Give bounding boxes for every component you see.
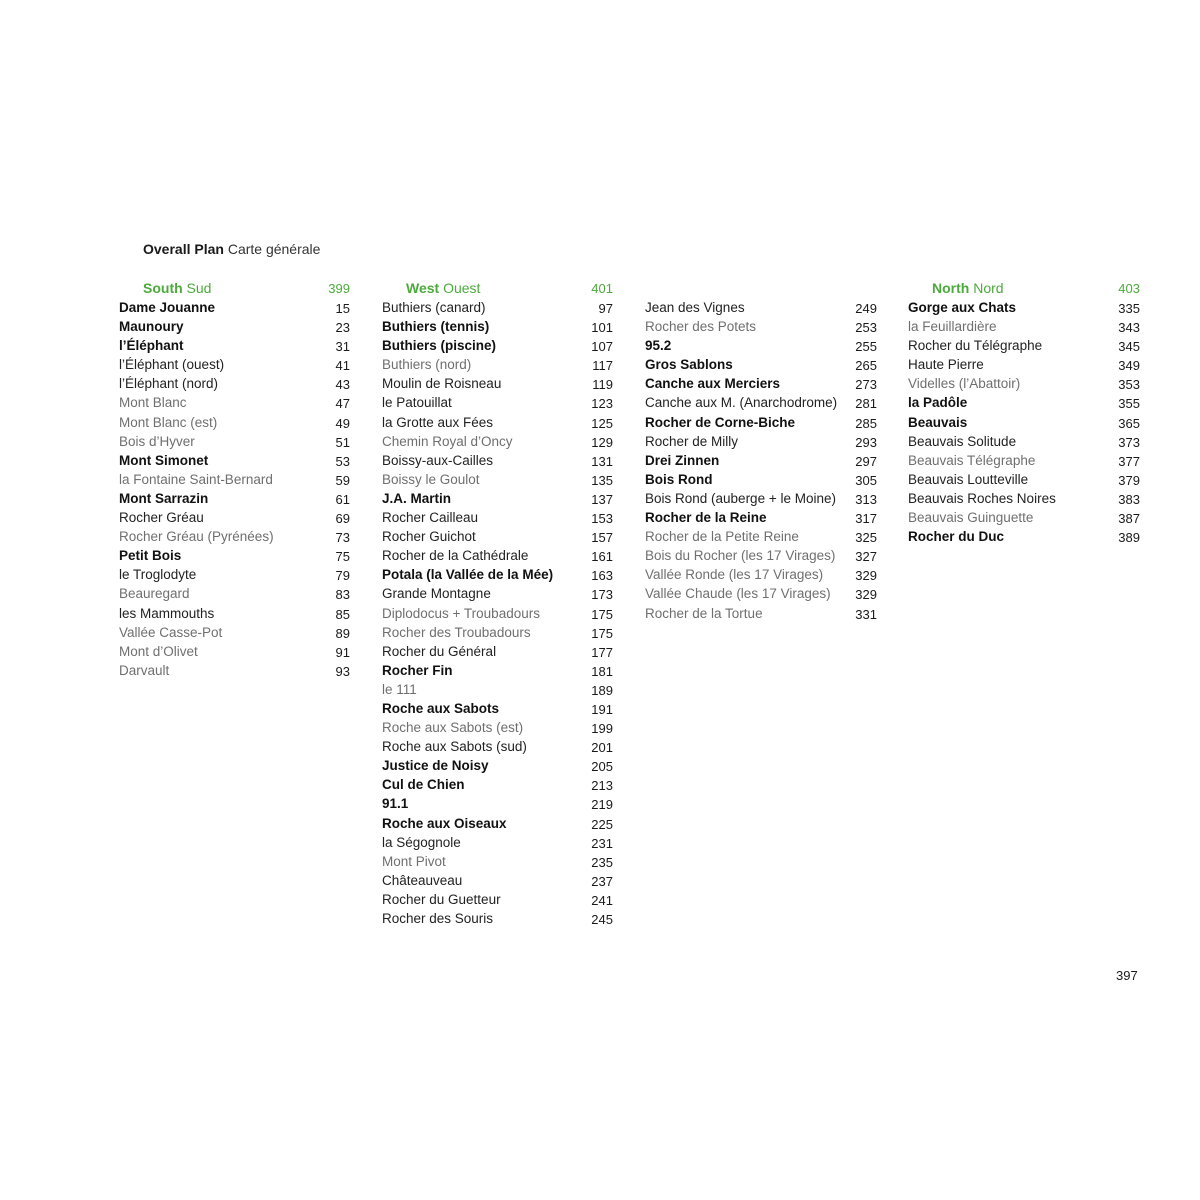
crag-name: Beauvais Télégraphe — [908, 452, 1036, 468]
list-item — [645, 508, 877, 527]
crag-name: la Grotte aux Fées — [382, 414, 494, 430]
list-item — [645, 317, 877, 336]
list-item — [645, 584, 877, 603]
crag-name: Bois du Rocher (les 17 Virages) — [645, 548, 836, 564]
crag-name: Canche aux M. (Anarchodrome) — [645, 395, 838, 411]
list-item — [908, 298, 1140, 317]
list-item — [119, 508, 350, 527]
column-title-english: South — [143, 280, 183, 296]
crag-page-number: 373 — [1118, 434, 1140, 450]
crag-page-number: 335 — [1118, 301, 1140, 316]
crag-page-number: 345 — [1118, 339, 1140, 355]
crag-page-number: 281 — [855, 396, 877, 412]
crag-name: Buthiers (canard) — [382, 300, 486, 315]
list-item — [382, 584, 613, 603]
list-item — [382, 546, 613, 565]
crag-name: Rocher du Télégraphe — [908, 338, 1043, 354]
crag-name: Haute Pierre — [908, 357, 984, 373]
crag-page-number: 23 — [335, 320, 350, 336]
column-header — [645, 278, 877, 298]
list-item — [382, 527, 613, 546]
crag-name: Videlles (l’Abattoir) — [908, 376, 1021, 392]
crag-page-number: 173 — [591, 587, 613, 603]
crag-name: 95.2 — [645, 338, 672, 354]
column-south — [119, 278, 350, 680]
crag-name: Rocher du Guetteur — [382, 891, 501, 907]
crag-name: Potala (la Vallée de la Mée) — [382, 567, 554, 583]
crag-page-number: 83 — [335, 587, 350, 603]
crag-name: l’Éléphant (nord) — [119, 376, 219, 392]
list-item — [908, 413, 1140, 432]
crag-page-number: 157 — [591, 530, 613, 546]
crag-name: Vallée Chaude (les 17 Virages) — [645, 586, 831, 602]
crag-name: Rocher de Milly — [645, 433, 739, 449]
crag-page-number: 349 — [1118, 358, 1140, 374]
list-item — [119, 317, 350, 336]
crag-name: Mont d’Olivet — [119, 643, 198, 659]
crag-page-number: 43 — [335, 377, 350, 393]
crag-name: Rocher de la Tortue — [645, 605, 763, 621]
crag-name: Rocher Fin — [382, 662, 453, 678]
crag-name: Mont Sarrazin — [119, 490, 209, 506]
crag-page-number: 199 — [591, 721, 613, 737]
crag-list — [645, 298, 877, 623]
list-item — [119, 623, 350, 642]
list-item — [908, 489, 1140, 508]
crag-page-number: 123 — [591, 396, 613, 412]
crag-page-number: 231 — [591, 835, 613, 851]
crag-page-number: 117 — [592, 358, 613, 374]
list-item — [119, 374, 350, 393]
list-item — [382, 718, 613, 737]
crag-name: Mont Simonet — [119, 452, 209, 468]
crag-page-number: 225 — [591, 816, 613, 832]
crag-name: Rocher de Corne-Biche — [645, 414, 796, 430]
crag-page-number: 235 — [591, 854, 613, 870]
column-title-english: North — [932, 280, 970, 296]
crag-page-number: 137 — [591, 491, 613, 507]
crag-page-number: 101 — [591, 320, 613, 336]
crag-name: la Feuillardière — [908, 319, 997, 335]
list-item — [645, 546, 877, 565]
crag-page-number: 119 — [592, 377, 613, 393]
crag-name: Vallée Ronde (les 17 Virages) — [645, 567, 824, 583]
column-page-number: 403 — [1118, 281, 1140, 296]
crag-name: Buthiers (piscine) — [382, 338, 497, 354]
crag-page-number: 135 — [591, 472, 613, 488]
list-item — [382, 890, 613, 909]
crag-page-number: 201 — [591, 740, 613, 756]
crag-name: la Ségognole — [382, 834, 461, 850]
column-west — [382, 278, 613, 928]
list-item — [382, 451, 613, 470]
column-title-english: West — [406, 280, 440, 296]
crag-name: Rocher Guichot — [382, 529, 476, 545]
list-item — [908, 470, 1140, 489]
crag-name: 91.1 — [382, 796, 409, 812]
list-item — [382, 604, 613, 623]
list-item — [908, 432, 1140, 451]
crag-list — [908, 298, 1140, 546]
crag-page-number: 161 — [591, 549, 613, 565]
crag-page-number: 175 — [591, 625, 613, 641]
list-item — [119, 546, 350, 565]
crag-page-number: 297 — [855, 453, 877, 469]
list-item — [645, 432, 877, 451]
page-number: 397 — [1116, 968, 1138, 983]
crag-page-number: 355 — [1118, 396, 1140, 412]
crag-name: Rocher des Potets — [645, 319, 757, 335]
list-item — [382, 355, 613, 374]
crag-page-number: 255 — [855, 339, 877, 355]
crag-name: Maunoury — [119, 319, 184, 335]
crag-page-number: 285 — [855, 415, 877, 431]
crag-page-number: 75 — [335, 549, 350, 565]
list-item — [645, 489, 877, 508]
list-item — [382, 699, 613, 718]
crag-page-number: 343 — [1118, 320, 1140, 336]
list-item — [382, 413, 613, 432]
crag-page-number: 331 — [855, 606, 877, 622]
list-item — [645, 413, 877, 432]
crag-name: Beauvais Solitude — [908, 433, 1017, 449]
crag-name: Roche aux Oiseaux — [382, 815, 507, 831]
crag-page-number: 313 — [855, 491, 877, 507]
list-item — [645, 336, 877, 355]
list-item — [119, 661, 350, 680]
crag-name: Vallée Casse-Pot — [119, 624, 223, 640]
column-title — [932, 278, 1004, 298]
column-title-french: Sud — [186, 280, 212, 296]
column-title — [143, 278, 211, 298]
crag-name: Rocher des Troubadours — [382, 624, 531, 640]
crag-name: l’Éléphant (ouest) — [119, 357, 225, 373]
list-item — [382, 909, 613, 928]
crag-name: Rocher des Souris — [382, 911, 494, 926]
list-item — [382, 661, 613, 680]
column-title-french: Ouest — [443, 280, 481, 296]
crag-page-number: 93 — [335, 663, 350, 679]
crag-page-number: 91 — [335, 644, 350, 660]
crag-name: Justice de Noisy — [382, 758, 489, 774]
list-item — [382, 565, 613, 584]
crag-name: Canche aux Merciers — [645, 376, 781, 392]
crag-name: Beauvais Guinguette — [908, 510, 1034, 526]
crag-page-number: 205 — [591, 759, 613, 775]
crag-page-number: 189 — [591, 682, 613, 698]
crag-name: Moulin de Roisneau — [382, 376, 502, 392]
crag-name: Cul de Chien — [382, 777, 465, 793]
crag-page-number: 389 — [1118, 530, 1140, 546]
crag-name: Dame Jouanne — [119, 300, 216, 315]
crag-page-number: 317 — [855, 511, 877, 527]
crag-name: Gros Sablons — [645, 357, 733, 373]
crag-page-number: 377 — [1118, 453, 1140, 469]
list-item — [382, 298, 613, 317]
crag-name: le Patouillat — [382, 395, 452, 411]
crag-name: J.A. Martin — [382, 490, 452, 506]
crag-name: Rocher Cailleau — [382, 510, 479, 526]
crag-name: Rocher du Général — [382, 643, 497, 659]
list-item — [645, 374, 877, 393]
crag-name: le Troglodyte — [119, 567, 197, 583]
crag-page-number: 329 — [855, 587, 877, 603]
crag-page-number: 85 — [335, 606, 350, 622]
list-item — [382, 794, 613, 813]
column-header — [908, 278, 1140, 298]
crag-name: Mont Blanc — [119, 395, 187, 411]
crag-page-number: 383 — [1118, 491, 1140, 507]
column-continued — [645, 278, 877, 623]
crag-name: la Padôle — [908, 395, 968, 411]
crag-page-number: 273 — [855, 377, 877, 393]
crag-page-number: 163 — [591, 568, 613, 584]
list-item — [119, 489, 350, 508]
list-item — [645, 565, 877, 584]
crag-name: Beauregard — [119, 586, 190, 602]
crag-page-number: 61 — [335, 491, 350, 507]
list-item — [382, 623, 613, 642]
list-item — [119, 527, 350, 546]
crag-page-number: 89 — [335, 625, 350, 641]
crag-page-number: 219 — [591, 797, 613, 813]
list-item — [119, 393, 350, 412]
crag-page-number: 365 — [1118, 415, 1140, 431]
crag-name: Darvault — [119, 662, 170, 678]
crag-name: Rocher de la Petite Reine — [645, 529, 799, 545]
list-item — [119, 470, 350, 489]
list-item — [645, 355, 877, 374]
list-item — [119, 642, 350, 661]
list-item — [645, 298, 877, 317]
list-item — [382, 317, 613, 336]
crag-page-number: 213 — [591, 778, 613, 794]
page-heading — [143, 239, 320, 259]
crag-name: Gorge aux Chats — [908, 300, 1017, 315]
list-item — [382, 432, 613, 451]
crag-page-number: 387 — [1118, 511, 1140, 527]
crag-page-number: 153 — [591, 511, 613, 527]
crag-page-number: 175 — [591, 606, 613, 622]
crag-page-number: 97 — [598, 301, 613, 316]
list-item — [908, 527, 1140, 546]
crag-name: l’Éléphant — [119, 338, 184, 354]
list-item — [382, 852, 613, 871]
crag-name: Beauvais Loutteville — [908, 471, 1029, 487]
crag-name: Jean des Vignes — [645, 300, 745, 315]
crag-name: Roche aux Sabots (est) — [382, 720, 524, 736]
crag-name: le 111 — [382, 681, 417, 697]
crag-page-number: 253 — [855, 320, 877, 336]
crag-page-number: 53 — [335, 453, 350, 469]
crag-page-number: 107 — [591, 339, 613, 355]
list-item — [645, 451, 877, 470]
list-item — [382, 374, 613, 393]
crag-page-number: 41 — [335, 358, 350, 374]
crag-page-number: 305 — [855, 472, 877, 488]
crag-name: Boissy le Goulot — [382, 471, 480, 487]
crag-page-number: 59 — [335, 472, 350, 488]
crag-page-number: 293 — [855, 434, 877, 450]
crag-name: Châteauveau — [382, 872, 463, 888]
crag-name: Bois Rond (auberge + le Moine) — [645, 490, 836, 506]
column-page-number: 399 — [328, 281, 350, 296]
list-item — [645, 470, 877, 489]
crag-page-number: 327 — [855, 549, 877, 565]
crag-name: Rocher du Duc — [908, 529, 1005, 545]
crag-name: les Mammouths — [119, 605, 215, 621]
crag-name: Roche aux Sabots (sud) — [382, 739, 527, 755]
list-item — [119, 413, 350, 432]
crag-page-number: 181 — [591, 663, 613, 679]
crag-name: Diplodocus + Troubadours — [382, 605, 540, 621]
list-item — [382, 871, 613, 890]
heading-english: Overall Plan — [143, 241, 224, 257]
crag-page-number: 265 — [855, 358, 877, 374]
list-item — [645, 527, 877, 546]
crag-page-number: 325 — [855, 530, 877, 546]
column-north — [908, 278, 1140, 546]
crag-name: Boissy-aux-Cailles — [382, 452, 494, 468]
crag-page-number: 73 — [335, 530, 350, 546]
crag-page-number: 51 — [335, 434, 350, 450]
crag-name: Beauvais — [908, 414, 968, 430]
list-item — [908, 451, 1140, 470]
list-item — [382, 737, 613, 756]
crag-name: Rocher de la Cathédrale — [382, 548, 529, 564]
crag-name: Bois Rond — [645, 471, 713, 487]
list-item — [382, 489, 613, 508]
list-item — [382, 470, 613, 489]
crag-name: Drei Zinnen — [645, 452, 720, 468]
crag-name: Rocher Gréau (Pyrénées) — [119, 529, 274, 545]
crag-page-number: 353 — [1118, 377, 1140, 393]
list-item — [119, 336, 350, 355]
list-item — [908, 336, 1140, 355]
crag-name: Roche aux Sabots — [382, 700, 500, 716]
column-header — [382, 278, 613, 298]
crag-name: Bois d’Hyver — [119, 433, 195, 449]
crag-name: Buthiers (tennis) — [382, 319, 490, 335]
crag-list — [119, 298, 350, 680]
column-header — [119, 278, 350, 298]
list-item — [119, 565, 350, 584]
list-item — [645, 604, 877, 623]
crag-page-number: 47 — [335, 396, 350, 412]
crag-page-number: 329 — [855, 568, 877, 584]
crag-page-number: 125 — [591, 415, 613, 431]
crag-page-number: 379 — [1118, 472, 1140, 488]
list-item — [382, 814, 613, 833]
crag-name: Petit Bois — [119, 548, 182, 564]
crag-name: Beauvais Roches Noires — [908, 490, 1056, 506]
list-item — [382, 508, 613, 527]
list-item — [908, 508, 1140, 527]
list-item — [119, 584, 350, 603]
crag-page-number: 79 — [335, 568, 350, 584]
list-item — [645, 393, 877, 412]
crag-name: Chemin Royal d’Oncy — [382, 433, 513, 449]
crag-page-number: 69 — [335, 511, 350, 527]
column-title — [406, 278, 480, 298]
list-item — [119, 604, 350, 623]
crag-page-number: 131 — [591, 453, 613, 469]
list-item — [119, 355, 350, 374]
list-item — [382, 680, 613, 699]
crag-page-number: 249 — [855, 301, 877, 316]
crag-name: Rocher Gréau — [119, 510, 204, 526]
list-item — [908, 355, 1140, 374]
list-item — [908, 393, 1140, 412]
list-item — [382, 336, 613, 355]
crag-page-number: 31 — [335, 339, 350, 355]
crag-page-number: 15 — [335, 301, 350, 316]
list-item — [908, 317, 1140, 336]
list-item — [119, 451, 350, 470]
list-item — [382, 833, 613, 852]
crag-page-number: 245 — [591, 912, 613, 927]
column-page-number: 401 — [591, 281, 613, 296]
crag-name: Mont Pivot — [382, 853, 446, 869]
crag-name: Grande Montagne — [382, 586, 491, 602]
crag-page-number: 241 — [591, 892, 613, 908]
list-item — [382, 393, 613, 412]
list-item — [119, 432, 350, 451]
list-item — [908, 374, 1140, 393]
crag-name: la Fontaine Saint-Bernard — [119, 471, 273, 487]
crag-name: Mont Blanc (est) — [119, 414, 218, 430]
crag-list — [382, 298, 613, 928]
list-item — [382, 775, 613, 794]
column-title-french: Nord — [973, 280, 1004, 296]
crag-page-number: 49 — [335, 415, 350, 431]
list-item — [382, 642, 613, 661]
crag-page-number: 191 — [591, 701, 613, 717]
heading-french: Carte générale — [227, 241, 321, 257]
crag-name: Rocher de la Reine — [645, 510, 767, 526]
list-item — [119, 298, 350, 317]
crag-name: Buthiers (nord) — [382, 357, 472, 373]
crag-page-number: 129 — [591, 434, 613, 450]
crag-page-number: 177 — [591, 644, 613, 660]
crag-page-number: 237 — [591, 873, 613, 889]
list-item — [382, 756, 613, 775]
